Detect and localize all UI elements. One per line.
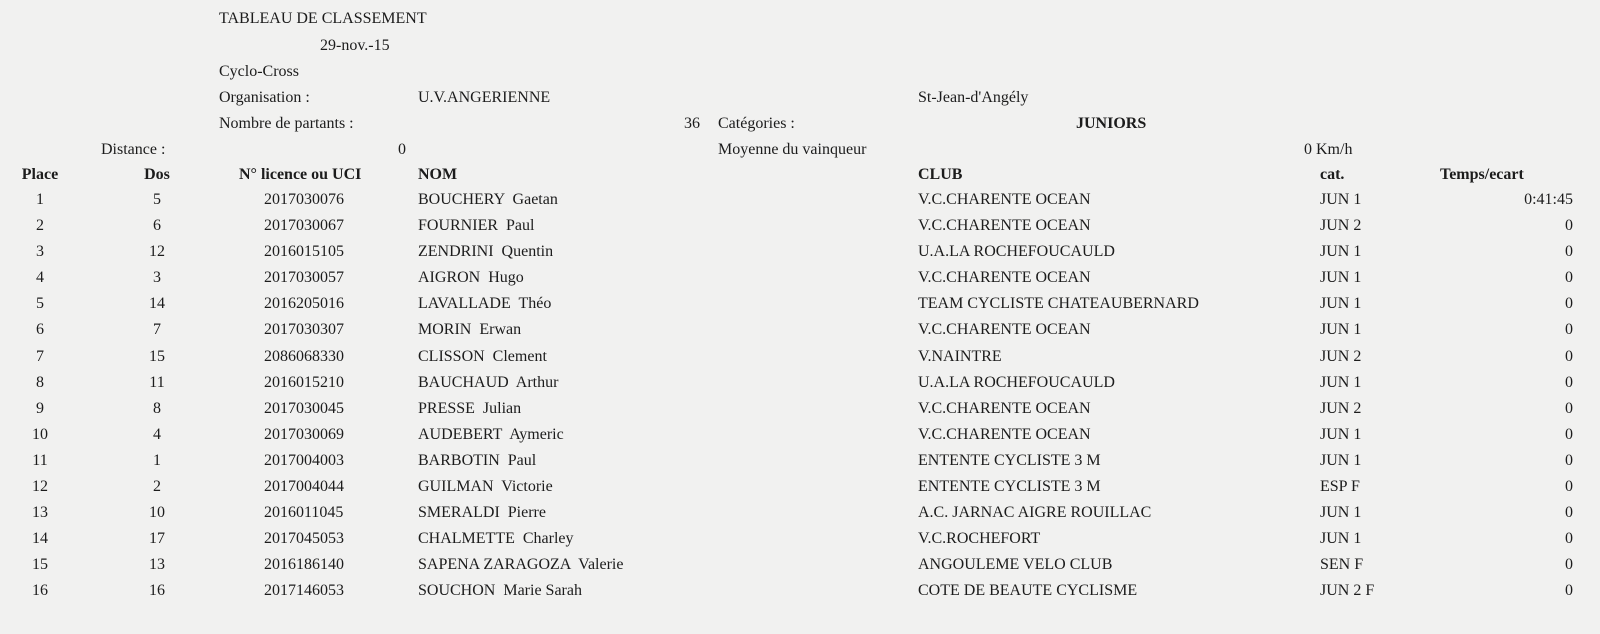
cell-dos: 14 [149,295,165,313]
cell-cat: JUN 1 [1320,530,1362,548]
cell-club: V.C.ROCHEFORT [918,530,1041,548]
col-header-club: CLUB [918,166,963,183]
cell-club: V.C.CHARENTE OCEAN [918,191,1091,208]
cell-place: 3 [36,243,44,261]
cell-temps: 0 [1565,399,1573,417]
moyenne-label: Moyenne du vainqueur [718,141,867,158]
partants-label: Nombre de partants : [219,115,354,132]
partants-value: 36 [684,115,700,132]
cell-place: 16 [32,582,48,600]
cell-cat: JUN 1 [1320,373,1362,391]
cell-club: COTE DE BEAUTE CYCLISME [918,582,1138,600]
cell-club: ANGOULEME VELO CLUB [918,556,1113,574]
table-row [0,477,1600,503]
cell-licence: 2017004044 [264,478,344,496]
cell-place: 6 [36,321,44,339]
cell-place: 9 [36,399,44,417]
categories-label: Catégories : [718,115,795,132]
cell-club: V.C.CHARENTE OCEAN [918,217,1091,235]
table-row [0,190,1600,216]
cell-place: 10 [32,425,48,443]
cell-nom: CLISSON Clement [418,347,547,365]
cell-licence: 2016015105 [264,243,344,261]
cell-place: 13 [32,504,48,522]
cell-dos: 5 [153,191,161,208]
cell-club: V.C.CHARENTE OCEAN [918,399,1091,417]
cell-cat: JUN 1 [1320,243,1362,261]
table-row [0,451,1600,477]
col-header-licence: N° licence ou UCI [239,166,362,183]
cell-licence: 2017030069 [264,425,344,443]
cell-cat: JUN 1 [1320,191,1362,208]
results-table [0,190,1600,608]
cell-temps: 0 [1565,478,1573,496]
cell-club: ENTENTE CYCLISTE 3 M [918,478,1101,496]
moyenne-value: 0 Km/h [1304,141,1353,158]
cell-temps: 0 [1565,582,1573,600]
table-row [0,581,1600,607]
cell-cat: JUN 2 F [1320,582,1375,600]
cell-licence: 2017004003 [264,451,344,469]
table-row [0,242,1600,268]
cell-dos: 3 [153,269,161,287]
cell-place: 4 [36,269,44,287]
cell-club: ENTENTE CYCLISTE 3 M [918,451,1101,469]
cell-licence: 2017146053 [264,582,344,600]
col-header-temps: Temps/ecart [1440,166,1524,183]
table-row [0,373,1600,399]
table-row [0,399,1600,425]
cell-club: V.C.CHARENTE OCEAN [918,425,1091,443]
cell-temps: 0 [1565,347,1573,365]
cell-licence: 2016186140 [264,556,344,574]
distance-label: Distance : [101,141,166,158]
cell-licence: 2016011045 [264,504,344,522]
cell-nom: LAVALLADE Théo [418,295,552,313]
table-row [0,555,1600,581]
cell-temps: 0 [1565,243,1573,261]
cell-place: 1 [36,191,44,208]
cell-nom: MORIN Erwan [418,321,522,339]
cell-temps: 0 [1565,217,1573,235]
cell-licence: 2017030307 [264,321,344,339]
cell-dos: 12 [149,243,165,261]
cell-place: 2 [36,217,44,235]
cell-place: 14 [32,530,48,548]
cell-licence: 2017030076 [264,191,344,208]
cell-place: 12 [32,478,48,496]
cell-nom: BAUCHAUD Arthur [418,373,559,391]
cell-temps: 0 [1565,295,1573,313]
table-row [0,216,1600,242]
location: St-Jean-d'Angély [918,89,1029,106]
cell-cat: JUN 1 [1320,425,1362,443]
cell-place: 8 [36,373,44,391]
col-header-cat: cat. [1320,166,1345,183]
table-row [0,425,1600,451]
cell-place: 7 [36,347,44,365]
col-header-place: Place [21,166,59,183]
cell-cat: JUN 1 [1320,321,1362,339]
cell-temps: 0 [1565,373,1573,391]
cell-nom: AIGRON Hugo [418,269,524,287]
cell-club: V.C.CHARENTE OCEAN [918,321,1091,339]
event-date: 29-nov.-15 [320,37,390,54]
cell-licence: 2017030045 [264,399,344,417]
cell-nom: BOUCHERY Gaetan [418,191,558,208]
cell-nom: SAPENA ZARAGOZA Valerie [418,556,624,574]
cell-club: A.C. JARNAC AIGRE ROUILLAC [918,504,1152,522]
cell-temps: 0 [1565,556,1573,574]
cell-cat: ESP F [1320,478,1360,496]
cell-dos: 7 [153,321,161,339]
cell-nom: GUILMAN Victorie [418,478,553,496]
table-row [0,320,1600,346]
cell-temps: 0 [1565,530,1573,548]
cell-licence: 2017030057 [264,269,344,287]
cell-dos: 11 [149,373,165,391]
cell-cat: JUN 1 [1320,451,1362,469]
col-header-dos: Dos [144,166,170,183]
cell-dos: 4 [153,425,161,443]
organisation-label: Organisation : [219,89,310,106]
cell-temps: 0:41:45 [1524,191,1573,208]
cell-dos: 8 [153,399,161,417]
cell-licence: 2016205016 [264,295,344,313]
discipline: Cyclo-Cross [219,63,299,80]
cell-dos: 15 [149,347,165,365]
table-row [0,347,1600,373]
cell-cat: JUN 2 [1320,399,1362,417]
cell-nom: PRESSE Julian [418,399,522,417]
cell-dos: 10 [149,504,165,522]
cell-temps: 0 [1565,321,1573,339]
cell-temps: 0 [1565,425,1573,443]
table-row [0,503,1600,529]
cell-nom: ZENDRINI Quentin [418,243,554,261]
cell-nom: CHALMETTE Charley [418,530,574,548]
table-row [0,529,1600,555]
cell-dos: 13 [149,556,165,574]
cell-nom: AUDEBERT Aymeric [418,425,564,443]
distance-value: 0 [398,141,406,158]
cell-cat: JUN 2 [1320,347,1362,365]
cell-place: 11 [32,451,48,469]
cell-club: V.C.CHARENTE OCEAN [918,269,1091,287]
categories-value: JUNIORS [1076,115,1147,132]
cell-club: U.A.LA ROCHEFOUCAULD [918,373,1115,391]
cell-nom: BARBOTIN Paul [418,451,537,469]
cell-cat: JUN 2 [1320,217,1362,235]
cell-dos: 1 [153,451,161,469]
cell-club: U.A.LA ROCHEFOUCAULD [918,243,1115,261]
cell-cat: JUN 1 [1320,269,1362,287]
table-row [0,294,1600,320]
cell-nom: FOURNIER Paul [418,217,535,235]
cell-club: TEAM CYCLISTE CHATEAUBERNARD [918,295,1199,313]
cell-dos: 6 [153,217,161,235]
cell-place: 5 [36,295,44,313]
cell-dos: 2 [153,478,161,496]
cell-dos: 17 [149,530,165,548]
cell-nom: SMERALDI Pierre [418,504,546,522]
cell-licence: 2016015210 [264,373,344,391]
cell-temps: 0 [1565,269,1573,287]
page-title: TABLEAU DE CLASSEMENT [219,10,427,27]
cell-cat: JUN 1 [1320,504,1362,522]
cell-dos: 16 [149,582,165,600]
cell-nom: SOUCHON Marie Sarah [418,582,582,600]
cell-cat: JUN 1 [1320,295,1362,313]
cell-club: V.NAINTRE [918,347,1002,365]
cell-licence: 2086068330 [264,347,344,365]
cell-licence: 2017045053 [264,530,344,548]
table-row [0,268,1600,294]
col-header-nom: NOM [418,166,458,183]
cell-licence: 2017030067 [264,217,344,235]
cell-place: 15 [32,556,48,574]
organisation-value: U.V.ANGERIENNE [418,89,551,106]
cell-cat: SEN F [1320,556,1364,574]
cell-temps: 0 [1565,504,1573,522]
cell-temps: 0 [1565,451,1573,469]
